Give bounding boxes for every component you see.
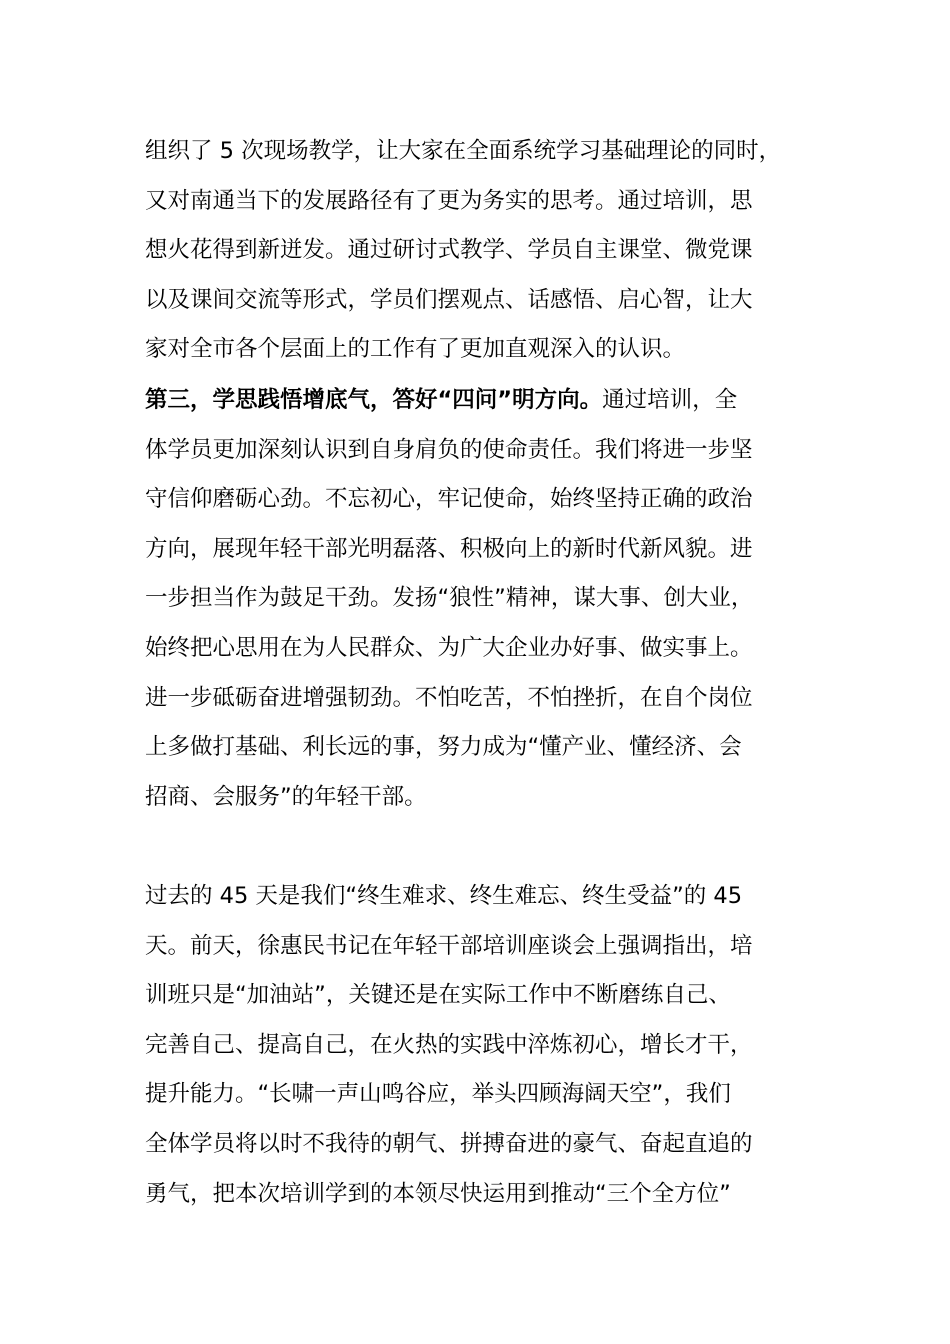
- text-line: 招商、会服务”的年轻干部。: [145, 783, 427, 810]
- text-line: 完善自己、提高自己，在火热的实践中淬炼初心，增长才干，: [145, 1031, 753, 1058]
- text-line: 家对全市各个层面上的工作有了更加直观深入的认识。: [145, 336, 686, 363]
- text-line: 守信仰磨砺心劲。不忘初心，牢记使命，始终坚持正确的政治: [145, 486, 753, 513]
- paragraph-3: [145, 872, 813, 1219]
- text-line: 想火花得到新迸发。通过研讨式教学、学员自主课堂、微党课: [145, 237, 753, 264]
- text-line: 方向，展现年轻干部光明磊落、积极向上的新时代新风貌。进: [145, 535, 753, 562]
- text-line: 全体学员将以时不我待的朝气、拼搏奋进的豪气、奋起直追的: [145, 1130, 753, 1157]
- text-line: 天。前天，徐惠民书记在年轻干部培训座谈会上强调指出，培: [145, 932, 753, 959]
- text-line: 勇气，把本次培训学到的本领尽快运用到推动“三个全方位”: [145, 1180, 731, 1207]
- text-line: 过去的 45 天是我们“终生难求、终生难忘、终生受益”的 45: [145, 883, 743, 909]
- text-line: 又对南通当下的发展路径有了更为务实的思考。通过培训，思: [145, 187, 753, 214]
- text-line: 体学员更加深刻认识到自身肩负的使命责任。我们将进一步坚: [145, 436, 753, 463]
- text-run: 通过培训，全: [602, 387, 738, 413]
- paragraph-1: [145, 127, 813, 375]
- text-line: 始终把心思用在为人民群众、为广大企业办好事、做实事上。: [145, 634, 753, 661]
- text-line: 以及课间交流等形式，学员们摆观点、话感悟、启心智，让大: [145, 286, 753, 313]
- text-line: 进一步砥砺奋进增强韧劲。不怕吃苦，不怕挫折，在自个岗位: [145, 684, 753, 711]
- text-line: 组织了 5 次现场教学，让大家在全面系统学习基础理论的同时，: [145, 138, 782, 164]
- text-line: 上多做打基础、利长远的事，努力成为“懂产业、懂经济、会: [145, 734, 742, 761]
- text-line: 一步担当作为鼓足干劲。发扬“狼性”精神，谋大事、创大业，: [145, 585, 754, 612]
- text-line-with-heading: [145, 376, 813, 426]
- text-line: 训班只是“加油站”，关键还是在实际工作中不断磨练自己、: [145, 982, 731, 1009]
- section-heading: 第三，学思践悟增底气，答好“四问”明方向。: [145, 387, 603, 413]
- paragraph-2: [145, 376, 813, 822]
- text-line: 提升能力。“长啸一声山鸣谷应，举头四顾海阔天空”，我们: [145, 1081, 731, 1108]
